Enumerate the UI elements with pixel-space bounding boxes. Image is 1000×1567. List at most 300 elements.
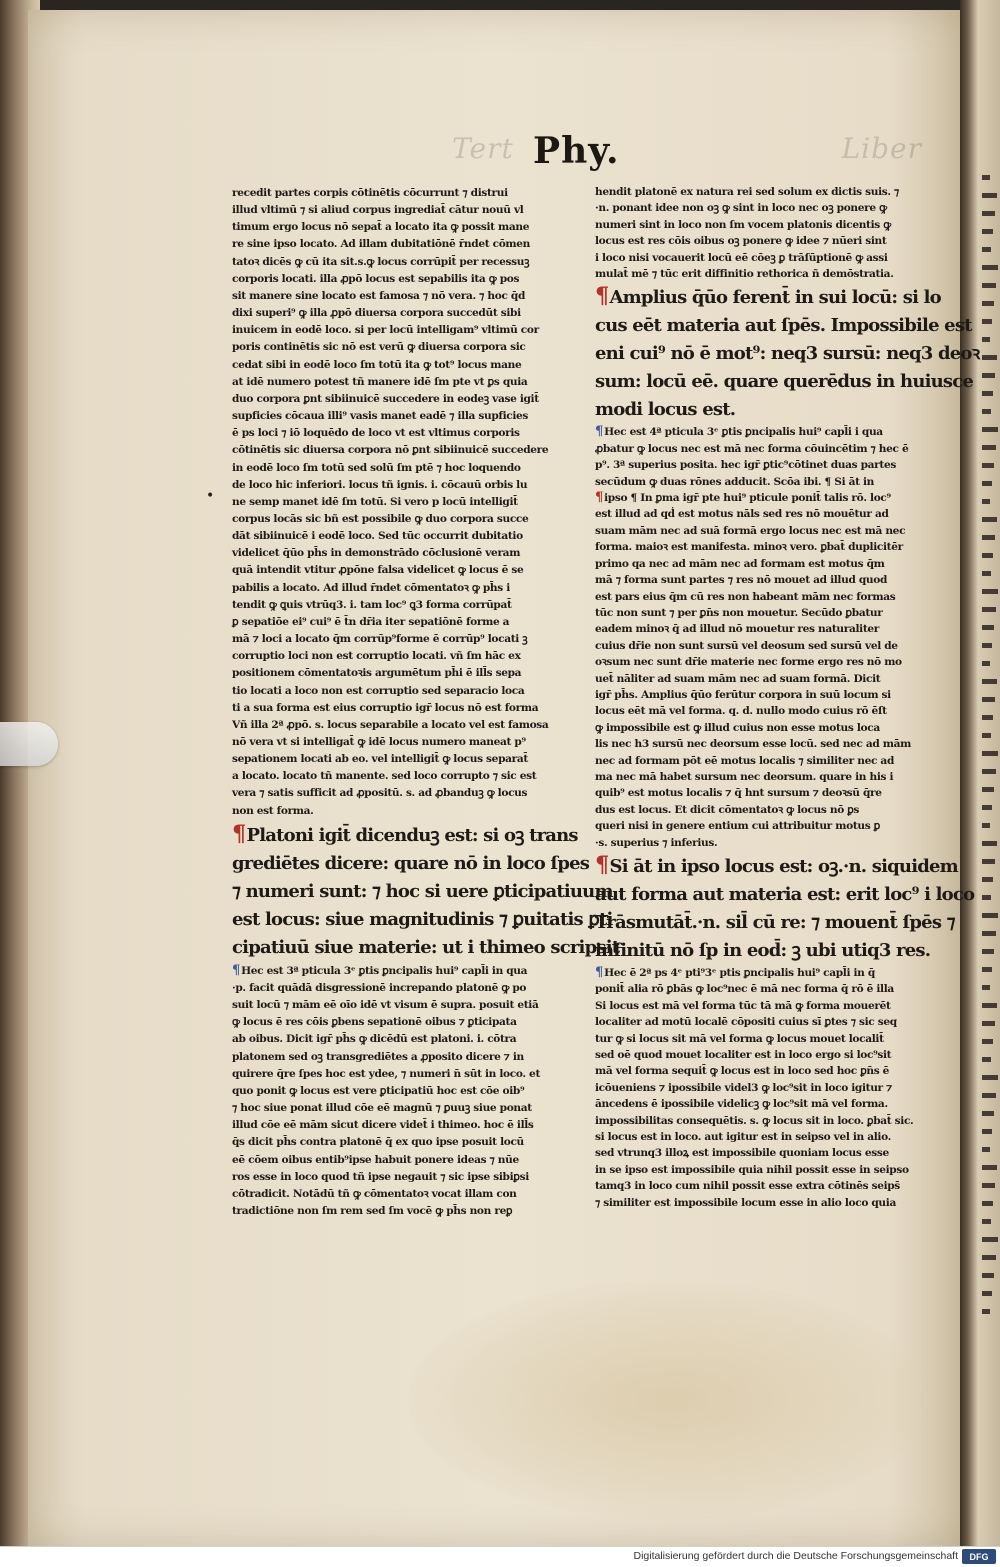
text-line	[232, 1100, 570, 1117]
text-line	[232, 477, 570, 494]
facing-text-stroke	[982, 355, 997, 360]
text-line	[595, 184, 925, 200]
line-text: p⁹. 3ª superius posita. hec igr̄ ꝑtic⁹cōtinet duas partes	[595, 459, 896, 472]
line-text: ab oibus. Dicit igr̄ ph̄s ꝙ dicēdū est platoni. i. cōtra	[232, 1033, 517, 1046]
line-text: ponit̄ alia rō ꝑbās ꝙ loc⁹nec ē mā nec forma q̄ rō ē illa	[595, 983, 894, 996]
line-text: ⁊ hoc siue ponat illud cōe eē magnū ⁊ ꝑuuꝫ siue ponat	[232, 1102, 532, 1115]
text-line	[595, 506, 925, 522]
line-text: ros esse in loco quod tñ ipse negauit ⁊ sic ipse sibiꝑsi	[232, 1170, 529, 1183]
facing-page-text-fragment	[982, 175, 998, 1327]
text-line	[595, 1145, 925, 1161]
facing-text-stroke	[982, 949, 994, 954]
facing-text-stroke	[982, 175, 990, 180]
running-head: Phy.	[533, 130, 620, 172]
text-line	[595, 687, 925, 703]
line-text: quirere q̄re ſpes hoc est ydee, ⁊ numeri n̄ sūt in loco. et	[232, 1067, 540, 1080]
facing-text-stroke	[982, 1201, 993, 1206]
line-text: si locus est in loco. aut igitur est in seipso vel in alio.	[595, 1131, 891, 1144]
line-text: tatoꝛ dicēs ꝙ cū ita sit.s.ꝙ locus corrūpit̄ per recessuꝫ	[232, 255, 530, 268]
facing-text-stroke	[982, 643, 992, 648]
line-text: nō vera vt si intelligat̄ ꝙ idē locus numero maneat p⁹	[232, 736, 526, 748]
line-text: de loco hic inferiori. locus tñ ignis. i. cōcauū orbis lu	[232, 478, 528, 491]
pilcrow-mark: ¶	[595, 283, 609, 310]
line-text: suam mām nec ad suā formā ergo locus nec est mā nec	[595, 524, 906, 537]
facing-text-stroke	[982, 751, 998, 756]
text-line	[232, 1049, 570, 1066]
line-text: sum: locū eē. quare querēdus in huiusce	[595, 371, 974, 393]
text-line-large	[595, 909, 955, 937]
text-line	[232, 597, 570, 614]
line-text: igr̄ ph̄s. Amplius q̄ūo ferūtur corpora in suū locum si	[595, 688, 891, 701]
text-line	[232, 665, 570, 682]
text-line-large	[232, 820, 578, 850]
text-line	[595, 1080, 925, 1096]
line-text: Trāsmutāt̄.·n. sil̄ cū re: ⁊ mouent̄ ſpēs ⁊	[595, 912, 955, 933]
facing-text-stroke	[982, 1255, 996, 1260]
line-text: supficies cōcaua illi⁹ vasis manet eadē ⁊ illa supficies	[232, 410, 529, 423]
text-line	[595, 965, 925, 981]
facing-text-stroke	[982, 1129, 992, 1134]
text-line-large	[595, 937, 931, 965]
text-line-large	[595, 396, 925, 424]
text-line	[232, 545, 570, 562]
text-line	[232, 236, 570, 253]
text-line	[232, 391, 570, 408]
facing-text-stroke	[982, 1021, 995, 1026]
text-line	[232, 339, 570, 356]
line-text: tur ꝙ si locus sit mā vel forma ꝙ locus mouet localit̄	[595, 1032, 884, 1045]
text-line	[232, 1134, 570, 1151]
line-text: uet̄ nāliter ad suam mām nec ad suam formā. Dicit	[595, 672, 881, 685]
text-line	[232, 254, 570, 271]
text-line	[232, 1203, 570, 1220]
line-text: cus eēt materia aut ſpēs. Impossibile est	[595, 315, 972, 337]
text-line	[595, 1031, 925, 1047]
pilcrow-mark: ¶	[595, 965, 604, 980]
line-text: locus est res cōis oibus oꝫ ponere ꝙ idee ⁊ nūeri sint	[595, 235, 887, 248]
text-line	[232, 648, 570, 665]
line-text: illud vltimū ⁊ si aliud corpus ingrediat̄ cātur nouū vl	[232, 204, 524, 217]
line-text: ipso ¶ In ꝑma igr̄ pte hui⁹ pticule ponit̄ talis rō. loc⁹	[604, 492, 891, 505]
facing-text-stroke	[982, 733, 991, 738]
line-text: dus est locus. Et dicit cōmentatoꝛ ꝙ locus nō ꝑs	[595, 803, 860, 816]
facing-text-stroke	[982, 1039, 993, 1044]
line-text: infinitū nō ſp in eod̄: ꝫ ubi utiq3 res.	[595, 940, 931, 961]
line-text: ⁊ similiter est impossibile locum esse in alio loco quia	[595, 1196, 896, 1209]
facing-text-stroke	[982, 211, 995, 216]
line-text: in se ipso est impossibile quia nihil possit esse in seipso	[595, 1163, 909, 1176]
line-text: eē cōem oibus entib⁹ipse habuit ponere ideas ⁊ nūe	[232, 1153, 519, 1166]
facing-text-stroke	[982, 985, 990, 990]
text-line	[595, 200, 925, 216]
facing-text-stroke	[982, 697, 995, 702]
line-text: suit locū ⁊ mām eē oīo idē vt visum ē supra. posuit etiā	[232, 999, 539, 1012]
line-text: aut forma aut materia est: erit loc⁹ i loco	[595, 884, 975, 905]
facing-text-stroke	[982, 1183, 995, 1188]
text-line	[232, 528, 570, 545]
text-line	[232, 683, 570, 700]
dfg-logo: DFG	[962, 1549, 996, 1564]
facing-text-stroke	[982, 229, 993, 234]
text-line	[595, 266, 925, 282]
text-line-large	[232, 906, 613, 934]
text-line	[232, 768, 570, 785]
line-text: localiter ad motū localē cōpositi cuius sī ꝑtes ⁊ sic seq	[595, 1016, 897, 1029]
line-text: āncedens ē ipossibile videlicꝫ ꝙ loc⁹sit mā vel forma.	[595, 1098, 888, 1111]
text-line	[595, 818, 925, 834]
line-text: est locus: siue magnitudinis ⁊ ꝑuitatis ꝑti	[232, 908, 613, 930]
text-line	[232, 1152, 570, 1169]
text-line	[232, 751, 570, 768]
line-text: forma. maioꝛ est manifesta. minoꝛ vero. ꝑbat̄ duplicitēr	[595, 541, 903, 554]
facing-text-stroke	[982, 859, 995, 864]
text-line	[595, 424, 925, 440]
text-line	[595, 785, 925, 801]
line-text: sepationem locati ab eo. vel intelligit̄ ꝙ locus separat̄	[232, 753, 528, 766]
facing-text-stroke	[982, 607, 996, 612]
line-text: cuius dr̄ie non sunt sursū vel deosum sed sursū vel de	[595, 639, 898, 652]
line-text: dixi superi⁹ ꝙ illa ꝓpō diuersa corpora succedūt sibi	[232, 307, 521, 320]
line-text: Hec ē 2ª ps 4ᵉ pti⁹3ᵉ ptis ꝑncipalis hui⁹ capl̄i in q̄	[604, 967, 875, 979]
pilcrow-mark: ¶	[232, 962, 241, 978]
text-line	[595, 250, 925, 266]
line-text: re sine ipso locato. Ad illam dubitatiōnē r̄ndet cōmen	[232, 238, 531, 251]
text-line	[595, 802, 925, 818]
facing-text-stroke	[982, 841, 997, 846]
facing-text-stroke	[982, 1147, 990, 1152]
line-text: icōueniens ⁊ ipossibile videl3 ꝙ loc⁹sit in loco igitur ⁊	[595, 1081, 892, 1094]
line-text: videlicet q̄ūo ph̄s in demonstrādo cōclusionē veram	[232, 547, 521, 560]
line-text: tio locati a loco non est corruptio sed separacio loca	[232, 684, 525, 697]
line-text: ⁊ numeri sunt: ⁊ hoc si uere ꝑticipatiuum	[232, 880, 613, 902]
text-line-large	[232, 934, 620, 962]
line-text: ꝓbatur ꝙ locus nec est mā nec forma cōuincētim ⁊ hec ē	[595, 442, 909, 455]
facing-text-stroke	[982, 1003, 997, 1008]
line-text: impossibilitas consequētis. s. ꝙ locus sit in loco. ꝑbat̄ sic.	[595, 1114, 914, 1127]
text-line	[232, 1117, 570, 1134]
text-line	[595, 654, 925, 670]
text-line	[232, 425, 570, 442]
text-line	[232, 700, 570, 717]
ghost-header-left: Tert	[452, 132, 514, 165]
text-line	[232, 374, 570, 391]
show-through-header	[452, 132, 922, 164]
pilcrow-mark: ¶	[595, 852, 609, 878]
text-line	[595, 671, 925, 687]
text-line	[232, 322, 570, 339]
facing-text-stroke	[982, 895, 991, 900]
text-line-large	[595, 282, 941, 312]
facing-text-stroke	[982, 877, 993, 882]
facing-text-stroke	[982, 1075, 998, 1080]
text-line	[595, 998, 925, 1014]
text-column-right	[595, 184, 980, 1211]
text-line	[232, 562, 570, 579]
text-line	[595, 1047, 925, 1063]
line-text: ·n. ponant idee non oꝫ ꝙ sint in loco nec oꝫ ponere ꝙ	[595, 202, 887, 215]
line-text: ·p. facit quādā disgressionē increpando platonē ꝙ po	[232, 981, 527, 994]
line-text: tūc non sunt ⁊ per ꝑn̄s non mouetur. Secūdo ꝑbatur	[595, 606, 883, 619]
text-line	[595, 1178, 925, 1194]
facing-text-stroke	[982, 571, 991, 576]
line-text: Amplius q̄ūo ferent̄ in sui locū: si lo	[609, 287, 941, 309]
facing-text-stroke	[982, 301, 994, 306]
text-line	[595, 1129, 925, 1145]
facing-text-stroke	[982, 409, 991, 414]
text-line	[595, 736, 925, 752]
text-line	[595, 605, 925, 621]
line-text: quo ponit ꝙ locus est vere ꝑticipatiū hoc est cōe oib⁹	[232, 1084, 525, 1097]
text-line-large	[232, 878, 613, 906]
facing-text-stroke	[982, 337, 990, 342]
line-text: ne semp manet idē ſm totū. Si vero p locū intelligit̄	[232, 495, 518, 508]
line-text: corpus locās sic bñ est possibile ꝙ duo corpora succe	[232, 512, 529, 525]
text-line	[595, 1014, 925, 1030]
facing-text-stroke	[982, 553, 993, 558]
line-text: in eodē loco ſm totū sed solū ſm ptē ⁊ hoc loquendo	[232, 461, 521, 474]
facing-text-stroke	[982, 787, 994, 792]
text-line	[232, 442, 570, 459]
text-line	[232, 202, 570, 219]
text-line	[595, 589, 925, 605]
text-line	[595, 474, 925, 490]
facing-text-stroke	[982, 283, 996, 288]
line-text: vera ⁊ satis sufficit ad ꝓpositū. s. ad ꝓbanduꝫ ꝙ locus	[232, 787, 528, 800]
facing-text-stroke	[982, 625, 994, 630]
text-line	[232, 631, 570, 648]
line-text: Hec est 4ª pticula 3ᵉ ꝑtis ꝑncipalis hui⁹ capl̄i i qua	[604, 426, 883, 439]
text-line	[232, 980, 570, 997]
facing-text-stroke	[982, 967, 992, 972]
digitization-footer	[0, 1546, 1000, 1567]
line-text: mā ⁊ forma sunt partes ⁊ res nō mouet ad illud quod	[595, 574, 888, 587]
text-line-large	[595, 368, 974, 396]
line-text: cōtradicit. Notādū tñ ꝙ cōmentatoꝛ vocat illam con	[232, 1187, 517, 1200]
line-text: ē ps loci ⁊ iō loquēdo de loco vt est vltimus corporis	[232, 427, 520, 440]
line-text: tradictiōne non ſm rem sed ſm vocē ꝙ ph̄s non reꝑ	[232, 1204, 513, 1217]
facing-text-stroke	[982, 445, 996, 450]
line-text: eadem minoꝛ q̄ ad illud nō mouetur res naturaliter	[595, 623, 880, 636]
facing-text-stroke	[982, 391, 993, 396]
facing-text-stroke	[982, 913, 998, 918]
text-line	[232, 1186, 570, 1203]
line-text: at idē numero potest tñ manere idē ſm pte vt ꝑs quia	[232, 375, 528, 388]
line-text: sed oē quod mouet localiter est in loco ergo si loc⁹sit	[595, 1049, 892, 1062]
line-text: mulat̄ mē ⁊ tūc erit diffinitio rethorica ñ demōstratia.	[595, 268, 894, 281]
line-text: positionem cōmentatoꝛis argumētum ph̄i ē ill̄s sepa	[232, 667, 522, 680]
text-line	[595, 720, 925, 736]
facing-text-stroke	[982, 1273, 994, 1278]
line-text: corporis locati. illa ꝓpō locus est sepabilis ita ꝙ pos	[232, 272, 520, 285]
line-text: ꝙ impossibile est ꝙ illud cuius non esse motus loca	[595, 721, 880, 734]
line-text: lis nec h3 sursū nec deorsum esse locū. sed nec ad mām	[595, 738, 912, 751]
line-text: Si āt in ipso locus est: oꝫ.·n. siquidem	[609, 856, 958, 877]
line-text: mā ⁊ loci a locato q̄m corrūp⁹forme ē corrūp⁹ locati ꝫ	[232, 633, 528, 646]
facing-text-stroke	[982, 535, 995, 540]
line-text: cipatiuū siue materie: ut i thimeo scripsit	[232, 936, 620, 958]
text-line	[595, 1195, 925, 1211]
page-clip	[0, 722, 58, 766]
facing-text-stroke	[982, 805, 992, 810]
line-text: platonem sed oꝫ transgrediētes a ꝓposito dicere ⁊ in	[232, 1050, 524, 1063]
line-text: queri nisi in genere entium cui attribuitur motus ꝑ	[595, 820, 881, 833]
facing-text-stroke	[982, 1219, 991, 1224]
text-line	[595, 572, 925, 588]
pilcrow-mark: ¶	[595, 490, 604, 506]
line-text: corruptio loci non est corruptio locati. vñ ſm hāc ex	[232, 650, 521, 663]
line-text: locus eēt mā vel forma. q. d. nullo modo cuius rō ēſt	[595, 705, 887, 718]
line-text: oꝛsum nec sunt dr̄ie materie nec forme ergo res nō mo	[595, 656, 902, 669]
line-text: illud cōe eē mām sicut dicere videt̄ i thimeo. hoc ē ill̄s	[232, 1119, 534, 1132]
text-line	[232, 357, 570, 374]
text-line	[232, 511, 570, 528]
line-text: quā intendit vtitur ꝓpōne falsa videlicet ꝙ locus ē se	[232, 564, 524, 577]
facing-text-stroke	[982, 769, 996, 774]
line-text: cedat sibi in eodē loco ſm totū ita ꝙ tot⁹ locus mane	[232, 358, 522, 371]
text-column-left	[232, 185, 620, 1220]
text-line	[232, 803, 570, 820]
line-text: tendit ꝙ ꝗuis vtrūq3. i. tam loc⁹ ꝗ3 forma corrūpat̄	[232, 598, 512, 611]
text-line	[595, 638, 925, 654]
text-line	[232, 717, 570, 734]
facing-text-stroke	[982, 823, 990, 828]
text-line	[595, 753, 925, 769]
line-text: sit manere sine locato est famosa ⁊ nō vera. ⁊ hoc q̄d	[232, 289, 526, 302]
line-text: pabilis a locato. Ad illud r̄ndet cōmentatoꝛ ꝙ ph̄s i	[232, 581, 510, 594]
text-line	[232, 219, 570, 236]
line-text: Vñ illa 2ª ꝓpō. s. locus separabile a locato vel est famosa	[232, 718, 549, 731]
line-text: quib⁹ est motus localis ⁊ q̄ hnt sursum ⁊ deoꝛsū q̄re	[595, 787, 882, 800]
text-line-large	[595, 881, 975, 909]
text-line	[595, 441, 925, 457]
ghost-header-right: Liber	[841, 132, 922, 165]
text-line	[232, 305, 570, 322]
text-line	[232, 1083, 570, 1100]
line-text: mā vel forma sequit̄ ꝙ locus est in loco sed hoc ꝑn̄s ē	[595, 1065, 890, 1078]
text-line	[232, 271, 570, 288]
line-text: ꝑ sepatiōe ei⁹ cui⁹ ē t̄n dr̄ia iter sepatiōnē forme a	[232, 615, 510, 628]
line-text: poris continētis sic nō est verū ꝙ diuersa corpora sic	[232, 341, 526, 354]
text-line	[232, 785, 570, 802]
line-text: timum ergo locus nō sepat̄ a locato ita ꝙ possit mane	[232, 221, 530, 234]
line-text: q̄s dicit ph̄s contra platonē q̄ ex quo ipse posuit locū	[232, 1136, 524, 1149]
line-text: ·s. superius ⁊ inferius.	[595, 836, 718, 849]
text-line	[595, 703, 925, 719]
text-line	[232, 460, 570, 477]
line-text: primo qa nec ad mām nec ad formam est motus q̄m	[595, 557, 885, 570]
facing-text-stroke	[982, 1057, 991, 1062]
line-text: a locato. locato tñ manente. sed loco corrupto ⁊ sic est	[232, 770, 537, 783]
facing-text-stroke	[982, 517, 997, 522]
facing-text-stroke	[982, 1093, 996, 1098]
facing-text-stroke	[982, 1111, 994, 1116]
facing-text-stroke	[982, 481, 992, 486]
line-text: i loco nisi vocauerit locū eē cōeꝫ ꝑ trāſūptionē ꝙ assi	[595, 251, 888, 264]
facing-text-stroke	[982, 589, 998, 594]
line-text: ti a sua forma est eius corruptio igr̄ locus nō est forma	[232, 701, 539, 714]
facing-text-stroke	[982, 1291, 992, 1296]
facing-text-stroke	[982, 373, 995, 378]
line-text: dāt sibiinuicē i eodē loco. Sed tūc occurrit dubitatio	[232, 530, 523, 543]
text-line	[232, 1014, 570, 1031]
line-text: secūdum ꝙ duas rōnes adducit. Scōa ibi. ¶ Si āt in	[595, 475, 875, 488]
text-line	[595, 490, 925, 506]
line-text: est pars eius q̄m cū res non habeant mām nec formas	[595, 590, 896, 603]
text-line	[232, 1066, 570, 1083]
line-text: numeri sint in loco non ſm vocem platonis dicentis ꝙ	[595, 218, 891, 231]
facing-text-stroke	[982, 319, 992, 324]
facing-text-stroke	[982, 247, 991, 252]
text-line	[595, 217, 925, 233]
text-line	[232, 580, 570, 597]
text-line	[595, 1113, 925, 1129]
footer-credit: Digitalisierung gefördert durch die Deutsche Forschungsgemeinschaft	[633, 1550, 958, 1562]
facing-text-stroke	[982, 193, 997, 198]
facing-text-stroke	[982, 499, 990, 504]
text-line	[232, 1031, 570, 1048]
facing-text-stroke	[982, 1165, 997, 1170]
text-line-large	[595, 340, 980, 368]
line-text: non est forma.	[232, 804, 314, 817]
text-line	[595, 1063, 925, 1079]
text-line	[595, 769, 925, 785]
line-text: nec ad formam pōt eē motus localis ⁊ similiter nec ad	[595, 754, 894, 767]
text-line	[232, 185, 570, 202]
line-text: eni cui⁹ nō ē mot⁹: neq3 sursū: neq3 deoꝛ	[595, 343, 980, 365]
facing-text-stroke	[982, 715, 993, 720]
line-text: Hec est 3ª pticula 3ᵉ ꝑtis ꝑncipalis hui⁹ capl̄i in qua	[241, 964, 528, 977]
facing-text-stroke	[982, 463, 994, 468]
margin-mark: •	[206, 488, 215, 504]
text-line-large	[595, 851, 958, 881]
line-text: hendit platonē ex natura rei sed solum ex dictis suis. ⁊	[595, 186, 899, 198]
water-stain	[408, 1280, 928, 1520]
text-line	[595, 233, 925, 249]
text-line	[232, 614, 570, 631]
text-line	[232, 962, 570, 980]
line-text: modi locus est.	[595, 399, 736, 421]
line-text: Si locus est mā vel forma tūc tā mā ꝙ forma mouerēt	[595, 999, 891, 1012]
facing-text-stroke	[982, 679, 997, 684]
line-text: inuicem in eodē loco. si per locū intelligam⁹ vltimū cor	[232, 324, 539, 337]
line-text: cōtinētis sic diuersa corpora nō ꝑnt sibiinuicē succedere	[232, 444, 549, 457]
text-line	[232, 288, 570, 305]
facing-text-stroke	[982, 427, 998, 432]
text-line	[595, 556, 925, 572]
line-text: recedit partes corpis cōtinētis cōcurrunt ⁊ distrui	[232, 187, 508, 199]
text-line	[232, 408, 570, 425]
pilcrow-mark: ¶	[232, 820, 246, 847]
text-line	[595, 1096, 925, 1112]
line-text: est illud ad qḋ est motus nāls sed res nō mouētur ad	[595, 508, 889, 521]
line-text: duo corpora ꝑnt sibiinuicē succedere in eodeꝫ vase igit̄	[232, 392, 539, 405]
text-line	[232, 734, 570, 751]
line-text: tamq3 in loco cum nihil possit esse extra cōtinēs seips̄	[595, 1180, 900, 1193]
text-line	[232, 997, 570, 1014]
text-line	[595, 981, 925, 997]
line-text: sed vtrunq3 illoꝝ est impossibile quoniam locus esse	[595, 1147, 889, 1160]
pilcrow-mark: ¶	[595, 424, 604, 440]
facing-text-stroke	[982, 661, 990, 666]
text-line	[595, 539, 925, 555]
line-text: ma nec mā habet sursum nec deorsum. quare in his i	[595, 770, 894, 783]
text-line	[595, 523, 925, 539]
text-line	[595, 457, 925, 473]
text-line	[595, 835, 925, 851]
facing-text-stroke	[982, 1237, 998, 1242]
text-line	[595, 621, 925, 637]
text-line-large	[232, 850, 590, 878]
